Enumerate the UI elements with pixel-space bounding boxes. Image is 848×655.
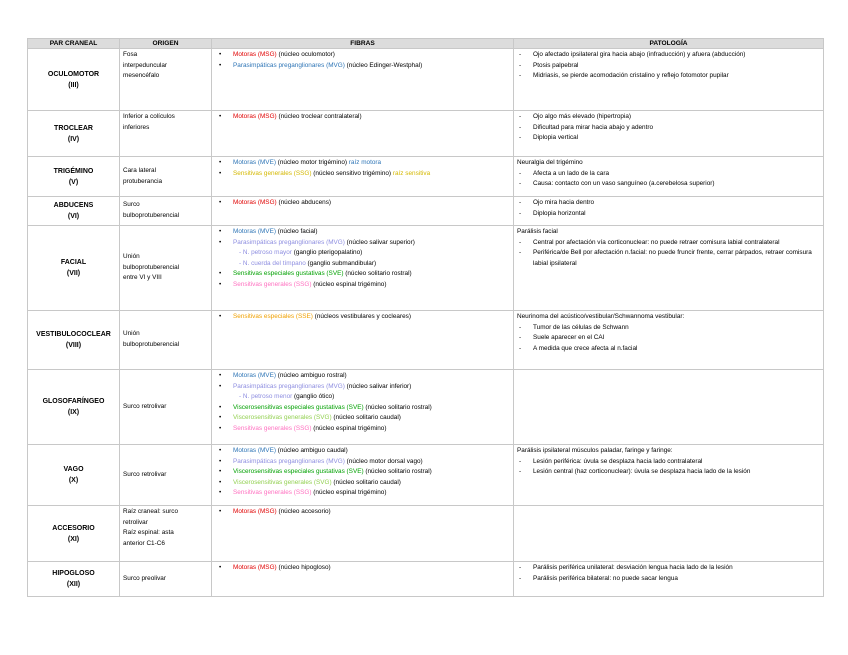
origin-cell <box>120 197 212 226</box>
fiber-item <box>215 371 510 382</box>
nerve-number: (VI) <box>67 213 80 220</box>
fiber-type: Viscerosensitivas generales (SVG) <box>233 414 332 422</box>
nerve-name: VESTIBULOCOCLEAR <box>36 331 111 338</box>
fiber-nucleus: (núcleo facial) <box>275 228 318 235</box>
pathology-cell <box>514 111 824 157</box>
pathology-cell <box>514 445 824 506</box>
fibers-cell <box>212 506 514 562</box>
pathology-item: - Suele aparecer en el CAI <box>517 333 820 344</box>
fiber-type: Parasimpáticas preganglionares (MVG) <box>233 382 345 390</box>
pathology-list <box>517 169 820 190</box>
origin-line: interpeduncular <box>123 61 168 69</box>
nerve-name: ACCESORIO <box>52 524 95 532</box>
fiber-item <box>215 169 510 180</box>
origin-cell <box>120 49 212 111</box>
nerve-cell <box>28 506 120 562</box>
fiber-type: - N. cuerda del tímpano <box>239 259 306 267</box>
pathology-title: Parálisis facial <box>517 228 558 235</box>
pathology-title: Parálisis ipsilateral músculos paladar, faringe y faringe: <box>517 447 673 454</box>
origin-line: Surco retrolivar <box>123 402 167 410</box>
pathology-item: - Ojo algo más elevado (hipertropia) <box>517 112 820 123</box>
fiber-type: Motoras (MSG) <box>233 564 277 571</box>
origin-line: Raíz craneal: surco <box>123 508 179 515</box>
fiber-nucleus: (núcleo solitario rostral) <box>363 468 432 476</box>
nerve-number: (XII) <box>66 581 81 588</box>
nerve-number: (X) <box>68 477 79 484</box>
table-row <box>28 562 824 597</box>
fibers-cell <box>212 311 514 370</box>
pathology-list <box>517 563 820 584</box>
fiber-root: raíz motora <box>348 159 382 166</box>
fiber-type: Sensitivas especiales (SSE) <box>233 313 313 320</box>
fiber-type: Sensitivas especiales gustativas (SVE) <box>233 270 344 278</box>
fiber-nucleus: (núcleo abducens) <box>276 199 332 206</box>
nerve-number: (IV) <box>67 135 80 143</box>
fiber-type: Viscerosensitivas generales (SVG) <box>233 478 332 486</box>
pathology-item: - Ptosis palpebral <box>517 61 820 72</box>
fiber-nucleus: (núcleo solitario caudal) <box>331 478 401 486</box>
fiber-item <box>215 488 510 499</box>
nerve-number: (VIII) <box>65 342 82 349</box>
nerve-number: (IX) <box>67 409 80 416</box>
fibers-cell <box>212 562 514 597</box>
pathology-cell <box>514 370 824 445</box>
fiber-type: Viscerosensitivas especiales gustativas (SVE) <box>233 403 364 411</box>
fiber-item <box>215 413 510 424</box>
fibers-list <box>215 227 510 291</box>
fiber-nucleus: (núcleo solitario caudal) <box>331 414 401 422</box>
pathology-item: - Periférica/de Bell por afectación n.facial: no puede fruncir frente, cerrar párpados, retraer comisura labial ipsilateral <box>517 248 820 269</box>
table-row <box>28 49 824 111</box>
nerve-cell <box>28 370 120 445</box>
fiber-nucleus: (núcleo ambiguo caudal) <box>275 447 348 454</box>
fiber-item <box>215 50 510 61</box>
pathology-item: - Tumor de las células de Schwann <box>517 323 820 334</box>
pathology-item: - Parálisis periférica unilateral: desviación lengua hacia lado de la lesión <box>517 563 820 574</box>
fiber-nucleus: (núcleo salivar inferior) <box>344 382 412 390</box>
fibers-cell <box>212 111 514 157</box>
nerve-number: (XI) <box>67 535 80 543</box>
pathology-item: - A medida que crece afecta al n.facial <box>517 344 820 355</box>
pathology-item: - Central por afectación vía corticonuclear: no puede retraer comisura labial contralateral <box>517 238 820 249</box>
fiber-item <box>215 467 510 478</box>
pathology-item: - Ojo mira hacia dentro <box>517 198 820 209</box>
pathology-cell <box>514 562 824 597</box>
origin-line: Inferior a colículos <box>123 113 175 120</box>
fibers-list <box>215 563 510 574</box>
pathology-item: - Afecta a un lado de la cara <box>517 169 820 180</box>
pathology-item: - Diplopia horizontal <box>517 209 820 220</box>
fiber-nucleus: (ganglio submandibular) <box>305 259 377 267</box>
origin-cell <box>120 226 212 311</box>
fiber-nucleus: (núcleo troclear contralateral) <box>276 113 362 120</box>
nerve-cell <box>28 226 120 311</box>
header-origen: ORIGEN <box>120 39 212 49</box>
origin-line: Fosa <box>123 51 138 58</box>
fibers-list <box>215 198 510 209</box>
nerve-name: GLOSOFARÍNGEO <box>42 398 105 405</box>
fiber-nucleus: (núcleo motor dorsal vago) <box>344 457 423 465</box>
table-row <box>28 370 824 445</box>
fiber-type: Motoras (MSG) <box>233 508 277 515</box>
fiber-item <box>215 198 510 209</box>
nerve-name: TRIGÉMINO <box>53 167 94 175</box>
fiber-nucleus: (núcleos vestibulares y cocleares) <box>312 313 411 320</box>
origin-line: Surco preolivar <box>123 574 166 582</box>
fibers-list <box>215 371 510 435</box>
fiber-item <box>215 248 510 259</box>
fiber-nucleus: (núcleo espinal trigémino) <box>311 489 387 497</box>
fibers-cell <box>212 157 514 197</box>
origin-line: Cara lateral <box>123 166 157 174</box>
fiber-type: Motoras (MVE) <box>233 372 276 379</box>
fiber-nucleus: (núcleo ambiguo rostral) <box>275 372 347 379</box>
origin-line: retrolivar <box>123 518 148 526</box>
fibers-list <box>215 158 510 179</box>
fiber-nucleus: (núcleo motor trigémino) <box>275 159 349 166</box>
origin-line: bulboprotuberencial <box>123 212 180 219</box>
fibers-cell <box>212 370 514 445</box>
fiber-type: Motoras (MVE) <box>233 159 276 166</box>
fibers-list <box>215 112 510 123</box>
nerve-cell <box>28 562 120 597</box>
fiber-item <box>215 227 510 238</box>
fiber-item <box>215 424 510 435</box>
header-fibras: FIBRAS <box>212 39 514 49</box>
table-row <box>28 506 824 562</box>
fiber-type: Sensitivas generales (SSG) <box>233 280 312 288</box>
pathology-cell <box>514 311 824 370</box>
fiber-nucleus: (ganglio pterigopalatino) <box>291 249 363 257</box>
pathology-list <box>517 238 820 270</box>
pathology-item: - Lesión central (haz corticonuclear): úvula se desplaza hacia lado de la lesión <box>517 467 820 478</box>
fibers-cell <box>212 445 514 506</box>
fiber-item <box>215 158 510 169</box>
pathology-title: Neurinoma del acústico/vestibular/Schwannoma vestibular: <box>517 313 685 320</box>
nerve-cell <box>28 445 120 506</box>
fibers-list <box>215 507 510 518</box>
origin-line: Unión <box>123 330 140 338</box>
fiber-item <box>215 478 510 489</box>
fiber-nucleus: (núcleo solitario rostral) <box>343 270 412 278</box>
origin-cell <box>120 445 212 506</box>
fibers-list <box>215 312 510 323</box>
pathology-cell <box>514 506 824 562</box>
pathology-item: - Causa: contacto con un vaso sanguíneo (a.cerebelosa superior) <box>517 179 820 190</box>
fiber-nucleus: (núcleo espinal trigémino) <box>311 424 387 432</box>
pathology-title: Neuralgia del trigémino <box>517 159 583 166</box>
table-row <box>28 111 824 157</box>
fiber-nucleus: (núcleo salivar superior) <box>344 238 415 246</box>
pathology-list <box>517 198 820 219</box>
pathology-list <box>517 323 820 355</box>
pathology-list <box>517 50 820 82</box>
nerve-name: VAGO <box>63 466 84 473</box>
table-body <box>28 49 824 597</box>
origin-line: bulboprotuberencial <box>123 341 180 348</box>
pathology-cell <box>514 157 824 197</box>
fibers-cell <box>212 226 514 311</box>
origin-cell <box>120 157 212 197</box>
origin-line: Surco retrolivar <box>123 470 167 478</box>
pathology-item: - Ojo afectado ipsilateral gira hacia abajo (infraducción) y afuera (abducción) <box>517 50 820 61</box>
fiber-type: Motoras (MSG) <box>233 51 277 58</box>
fiber-type: Sensitivas generales (SSG) <box>233 489 312 497</box>
origin-line: Raíz espinal: asta <box>123 529 174 537</box>
fiber-type: Motoras (MVE) <box>233 228 276 235</box>
fibers-list <box>215 50 510 71</box>
table-row <box>28 311 824 370</box>
pathology-list <box>517 112 820 144</box>
origin-cell <box>120 370 212 445</box>
fiber-root: raíz sensitiva <box>392 169 431 177</box>
header-row <box>28 39 824 49</box>
fiber-item <box>215 457 510 468</box>
pathology-list <box>517 457 820 478</box>
pathology-item: - Diplopia vertical <box>517 133 820 144</box>
header-patologia: PATOLOGÍA <box>514 39 824 49</box>
fiber-item <box>215 563 510 574</box>
pathology-cell <box>514 49 824 111</box>
fiber-type: Sensitivas generales (SSG) <box>233 424 312 432</box>
pathology-cell <box>514 226 824 311</box>
fiber-item <box>215 403 510 414</box>
pathology-cell <box>514 197 824 226</box>
origin-cell <box>120 311 212 370</box>
fiber-type: Sensitivas generales (SSG) <box>233 169 312 177</box>
nerve-name: ABDUCENS <box>53 202 94 209</box>
fibers-list <box>215 446 510 499</box>
fiber-item <box>215 280 510 291</box>
fiber-type: Parasimpáticas preganglionares (MVG) <box>233 61 345 69</box>
fiber-type: Motoras (MSG) <box>233 199 277 206</box>
pathology-item: - Midriasis, se pierde acomodación cristalino y reflejo fotomotor pupilar <box>517 71 820 82</box>
origin-line: anterior C1-C6 <box>123 539 165 547</box>
fiber-nucleus: (núcleo accesorio) <box>276 508 331 515</box>
fiber-nucleus: (núcleo solitario rostral) <box>363 403 432 411</box>
nerve-number: (V) <box>68 178 79 186</box>
fiber-nucleus: (núcleo sensitivo trigémino) <box>311 169 393 177</box>
origin-line: Surco <box>123 201 140 209</box>
pathology-item: - Lesión periférica: úvula se desplaza hacia lado contralateral <box>517 457 820 468</box>
fiber-nucleus: (núcleo hipogloso) <box>276 564 331 571</box>
fiber-item <box>215 446 510 457</box>
header-par-craneal: PAR CRANEAL <box>28 39 120 49</box>
fiber-type: - N. petroso menor <box>239 393 293 401</box>
cranial-nerves-table <box>27 38 824 597</box>
pathology-item: - Dificultad para mirar hacia abajo y adentro <box>517 123 820 134</box>
table-row <box>28 226 824 311</box>
nerve-number: (III) <box>68 81 79 89</box>
origin-line: entre VI y VIII <box>123 274 162 282</box>
fiber-item <box>215 507 510 518</box>
origin-cell <box>120 562 212 597</box>
table-row <box>28 197 824 226</box>
fiber-type: Parasimpáticas preganglionares (MVG) <box>233 238 345 246</box>
nerve-cell <box>28 49 120 111</box>
fiber-item <box>215 238 510 249</box>
origin-line: protuberancia <box>123 177 163 185</box>
fibers-cell <box>212 49 514 111</box>
fiber-type: Motoras (MVE) <box>233 447 276 454</box>
origin-cell <box>120 111 212 157</box>
nerve-name: HIPOGLOSO <box>52 570 95 577</box>
nerve-number: (VII) <box>66 270 81 277</box>
origin-line: mesencéfalo <box>123 72 160 80</box>
nerve-cell <box>28 311 120 370</box>
fiber-nucleus: (núcleo oculomotor) <box>276 51 335 58</box>
fiber-nucleus: (núcleo espinal trigémino) <box>311 280 387 288</box>
fiber-type: - N. petroso mayor <box>239 249 292 257</box>
nerve-cell <box>28 157 120 197</box>
fiber-item <box>215 312 510 323</box>
fiber-type: Parasimpáticas preganglionares (MVG) <box>233 457 345 465</box>
fiber-item <box>215 61 510 72</box>
fiber-item <box>215 112 510 123</box>
nerve-cell <box>28 197 120 226</box>
fiber-item <box>215 259 510 270</box>
nerve-name: TROCLEAR <box>54 124 93 132</box>
nerve-name: OCULOMOTOR <box>47 70 100 78</box>
table-row <box>28 157 824 197</box>
table-row <box>28 445 824 506</box>
fibers-cell <box>212 197 514 226</box>
nerve-cell <box>28 111 120 157</box>
origin-line: Unión <box>123 253 140 261</box>
fiber-type: Motoras (MSG) <box>233 113 277 120</box>
fiber-type: Viscerosensitivas especiales gustativas (SVE) <box>233 468 364 476</box>
nerve-name: FACIAL <box>60 259 87 266</box>
origin-line: inferiores <box>123 123 150 131</box>
fiber-nucleus: (ganglio ótico) <box>292 393 335 401</box>
fiber-item <box>215 392 510 403</box>
origin-cell <box>120 506 212 562</box>
origin-line: bulboprotuberencial <box>123 263 180 271</box>
fiber-item <box>215 269 510 280</box>
fiber-nucleus: (núcleo Edinger-Westphal) <box>344 61 423 69</box>
pathology-item: - Parálisis periférica bilateral: no puede sacar lengua <box>517 574 820 585</box>
fiber-item <box>215 382 510 393</box>
